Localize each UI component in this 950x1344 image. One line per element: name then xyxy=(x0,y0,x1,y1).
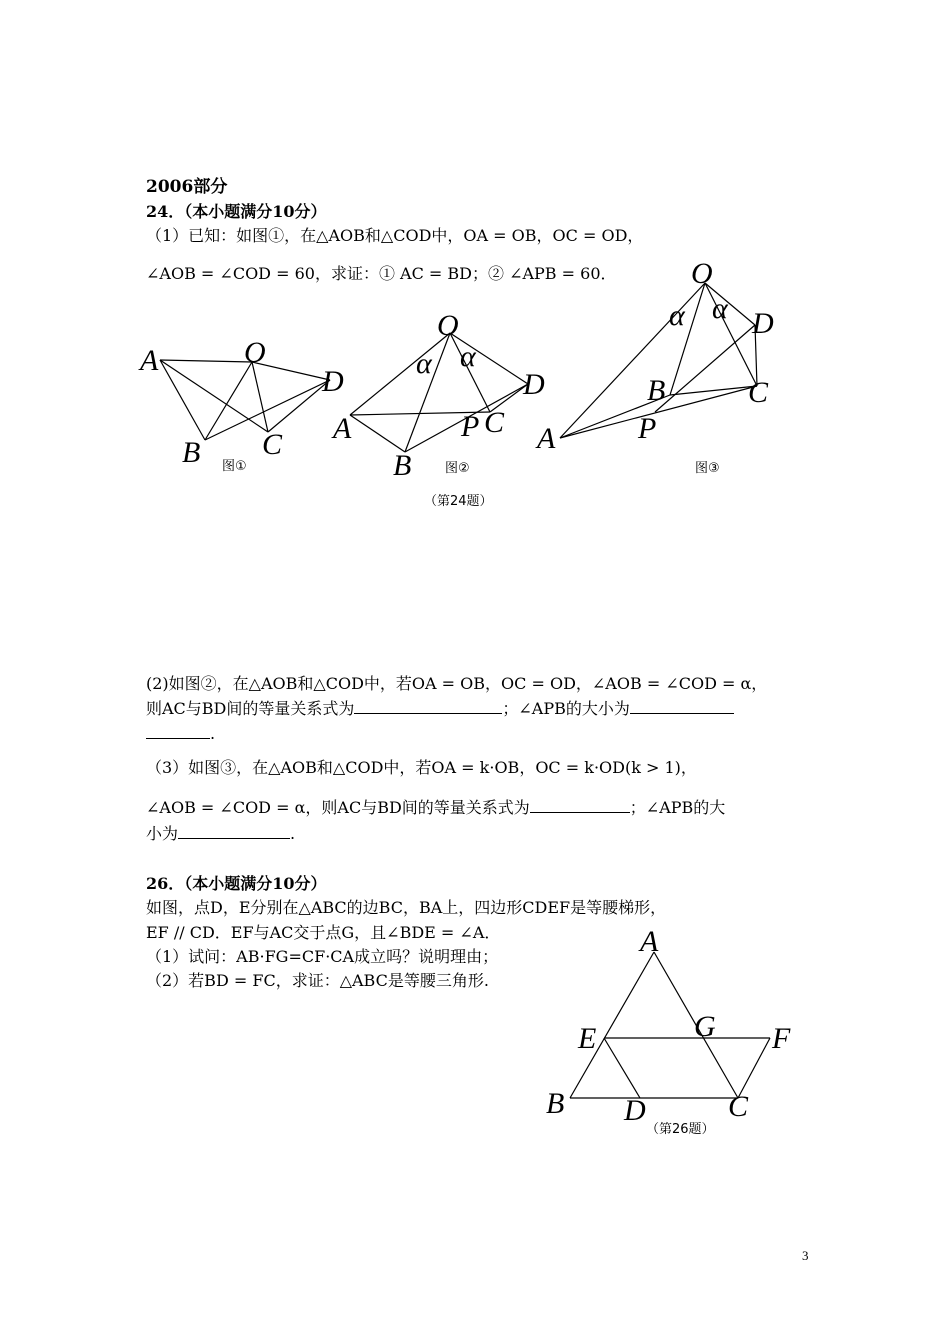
q24-part3-line3 xyxy=(146,823,295,845)
fig3-label-D: D xyxy=(752,307,774,340)
fig26-label-G: G xyxy=(694,1010,716,1043)
fig1-caption: 图① xyxy=(222,459,247,474)
fig3-label-A: A xyxy=(537,422,556,455)
fig2-label-D: D xyxy=(523,368,545,401)
q26-header: 26．（本小题满分10分） xyxy=(146,874,327,893)
fig2-label-alpha1: α xyxy=(416,347,432,380)
fig2-label-P: P xyxy=(461,410,480,443)
q24-part1-line1: （1）已知：如图①，在△AOB和△COD中，OA = OB，OC = OD， xyxy=(146,226,644,245)
q24-figures xyxy=(0,250,950,520)
q24-part3-text-a: ∠AOB = ∠COD = α，则AC与BD间的等量关系式为 xyxy=(146,798,530,817)
fig2-label-A: A xyxy=(333,412,352,445)
fig26-label-B: B xyxy=(546,1087,565,1120)
fig3-label-B: B xyxy=(647,374,666,407)
fig26-label-F: F xyxy=(772,1022,791,1055)
fig2-label-C: C xyxy=(484,406,505,439)
q24-part2-line2 xyxy=(146,698,734,720)
fig26-label-D: D xyxy=(624,1094,646,1127)
q24-part2-blank2-cont[interactable] xyxy=(146,724,210,739)
fig3-label-P: P xyxy=(638,412,657,445)
q24-part3-line1: （3）如图③，在△AOB和△COD中，若OA = k·OB，OC = k·OD(k > 1)， xyxy=(146,758,697,777)
q26-line2: EF // CD．EF与AC交于点G，且∠BDE = ∠A． xyxy=(146,923,501,942)
fig3-label-O: O xyxy=(691,257,713,290)
fig3-label-C: C xyxy=(748,376,769,409)
q24-part2-line3 xyxy=(146,723,215,745)
fig1-label-O: O xyxy=(244,336,266,369)
q24-part2-blank2[interactable] xyxy=(630,699,734,714)
page-number: 3 xyxy=(802,1248,809,1263)
fig26-label-A: A xyxy=(640,925,659,958)
fig2-label-B: B xyxy=(393,449,412,482)
q24-part2-line1: (2)如图②，在△AOB和△COD中，若OA = OB，OC = OD，∠AOB = ∠COD = α， xyxy=(146,674,768,693)
q24-part1-line2: ∠AOB = ∠COD = 60，求证：① AC = BD；② ∠APB = 60． xyxy=(146,264,617,283)
q24-part3-blank2[interactable] xyxy=(178,824,290,839)
fig1-label-A: A xyxy=(140,344,159,377)
fig3-label-alpha2: α xyxy=(712,292,728,325)
q26-figure xyxy=(520,920,820,1150)
figure-1-diagram xyxy=(160,360,330,440)
fig1-label-B: B xyxy=(182,436,201,469)
fig1-label-C: C xyxy=(262,428,283,461)
q24-header: 24．（本小题满分10分） xyxy=(146,202,327,221)
q24-part2-text-b: ；∠APB的大小为 xyxy=(502,699,630,718)
fig3-caption: 图③ xyxy=(695,461,720,476)
q24-part3-blank1[interactable] xyxy=(530,798,630,813)
fig3-label-alpha1: α xyxy=(669,299,685,332)
fig26-label-E: E xyxy=(578,1022,597,1055)
q26-figure-caption: （第26题） xyxy=(646,1122,715,1137)
fig2-label-O: O xyxy=(437,309,459,342)
q24-part2-blank1[interactable] xyxy=(354,699,502,714)
q24-figure-caption: （第24题） xyxy=(424,494,493,509)
figure-26-diagram xyxy=(570,952,770,1098)
q24-part3-text-c: 小为 xyxy=(146,824,179,843)
fig2-caption: 图② xyxy=(445,461,470,476)
q24-part3-line2 xyxy=(146,797,725,819)
q26-line3: （1）试问：AB·FG=CF·CA成立吗？说明理由； xyxy=(146,947,499,966)
q24-part2-text-a: 则AC与BD间的等量关系式为 xyxy=(146,699,355,718)
q26-line4: （2）若BD = FC，求证：△ABC是等腰三角形. xyxy=(146,971,489,990)
section-title: 2006部分 xyxy=(146,177,228,197)
q24-part3-text-b: ；∠APB的大 xyxy=(629,798,726,817)
fig2-label-alpha2: α xyxy=(460,340,476,373)
fig1-label-D: D xyxy=(322,365,344,398)
q26-line1: 如图，点D，E分别在△ABC的边BC，BA上，四边形CDEF是等腰梯形， xyxy=(146,898,667,917)
q24-part3-end: . xyxy=(290,824,296,843)
fig26-label-C: C xyxy=(728,1090,749,1123)
q24-part2-end: . xyxy=(210,724,216,743)
